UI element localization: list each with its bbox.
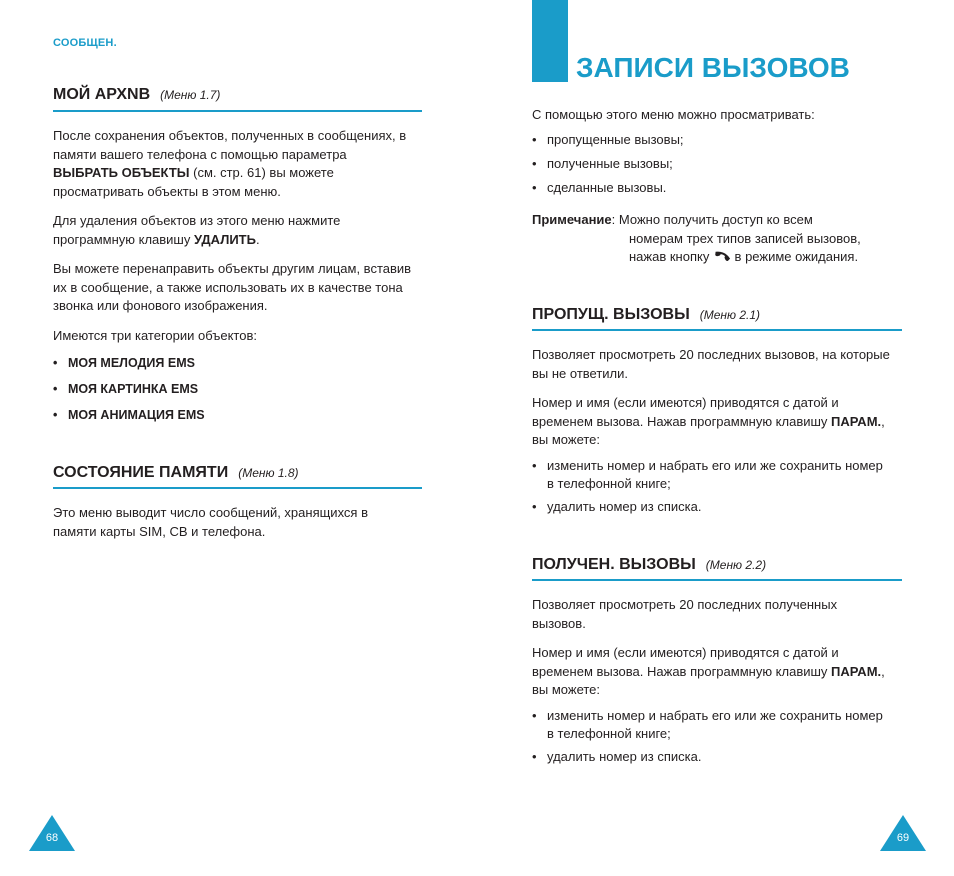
- section-title-received-calls: [532, 556, 766, 574]
- text: (см. стр. 61) вы можете просматривать объекты в этом меню.: [53, 165, 334, 199]
- section-body-memory-status: [53, 504, 413, 541]
- text-bold: ПАРАМ.: [831, 663, 882, 679]
- section-rule: [53, 110, 422, 112]
- page-number-badge-left: [29, 815, 75, 851]
- note-label: Примечание: [532, 212, 612, 227]
- chapter-color-block: [532, 0, 568, 82]
- page-number: 69: [896, 832, 910, 844]
- running-header: СООБЩЕН.: [53, 37, 117, 49]
- text: в режиме ожидания.: [730, 249, 859, 264]
- text: , вы можете:: [532, 413, 885, 447]
- paragraph: Вы можете перенаправить объекты другим лицам, вставив их в сообщение, а также использовать их в качестве тона звонка или фонового изображения.: [53, 261, 412, 313]
- note-line: [532, 248, 912, 269]
- text: Номер и имя (если имеются) приводятся с датой и временем вызова. Нажав программную клавишу: [532, 645, 839, 679]
- paragraph: Позволяет просмотреть 20 последних вызовов, на которые вы не ответили.: [532, 347, 890, 381]
- note-line: номерам трех типов записей вызовов,: [629, 230, 861, 246]
- text: , вы можете:: [532, 663, 885, 697]
- section-body-missed-calls: [532, 346, 892, 516]
- menu-ref: (Меню 1.8): [238, 466, 299, 480]
- note-block: [532, 211, 912, 269]
- section-body-received-calls: [532, 596, 892, 766]
- list-item: • МОЯ МЕЛОДИЯ EMS: [53, 354, 413, 373]
- text: После сохранения объектов, полученных в сообщениях, в памяти вашего телефона с помощью параметра: [53, 128, 407, 162]
- text: нажав кнопку: [629, 249, 713, 264]
- section-rule: [532, 329, 902, 331]
- options-list: [532, 707, 892, 767]
- paragraph: [53, 212, 413, 249]
- text-bold: ПАРАМ.: [831, 413, 882, 429]
- text: : Можно получить доступ ко всем: [611, 212, 813, 227]
- section-body-my-archive: [53, 127, 413, 425]
- paragraph: Это меню выводит число сообщений, хранящихся в памяти карты SIM, CB и телефона.: [53, 505, 368, 539]
- section-title-text: ПОЛУЧЕН. ВЫЗОВЫ: [532, 556, 696, 573]
- object-category-list: [53, 354, 413, 425]
- list-item: • сделанные вызовы.: [532, 179, 902, 198]
- menu-ref: (Меню 2.2): [705, 558, 767, 572]
- page-number: 68: [45, 832, 59, 844]
- page-number-badge-right: [880, 815, 926, 851]
- note-line: [532, 211, 912, 230]
- paragraph: Позволяет просмотреть 20 последних полученных вызовов.: [532, 597, 838, 631]
- section-title-my-archive: [53, 86, 220, 104]
- section-title-text: ПРОПУЩ. ВЫЗОВЫ: [532, 306, 690, 323]
- list-item: • полученные вызовы;: [532, 155, 902, 174]
- call-log-type-list: [532, 131, 902, 198]
- menu-ref: (Меню 1.7): [160, 88, 221, 102]
- section-title-text: МОЙ АРХNВ: [53, 86, 151, 103]
- list-item: • удалить номер из списка.: [532, 498, 892, 517]
- paragraph: [53, 127, 413, 201]
- section-rule: [53, 487, 422, 489]
- list-item: • удалить номер из списка.: [532, 748, 892, 767]
- list-item: • МОЯ АНИМАЦИЯ EMS: [53, 406, 413, 425]
- options-list: [532, 457, 892, 517]
- list-item: • МОЯ КАРТИНКА EMS: [53, 380, 413, 399]
- section-title-memory-status: [53, 464, 299, 482]
- section-rule: [532, 579, 902, 581]
- chapter-title: ЗАПИСИ ВЫЗОВОВ: [576, 52, 850, 83]
- list-item: • изменить номер и набрать его или же сохранить номер в телефонной книге;: [532, 707, 892, 744]
- text: .: [255, 231, 260, 247]
- text-bold: УДАЛИТЬ: [193, 231, 256, 247]
- section-title-text: СОСТОЯНИЕ ПАМЯТИ: [53, 464, 229, 481]
- text: Номер и имя (если имеются) приводятся с датой и временем вызова. Нажав программную клавишу: [532, 395, 839, 429]
- text: Для удаления объектов из этого меню нажмите программную клавишу: [53, 213, 341, 247]
- text-bold: ВЫБРАТЬ ОБЪЕКТЫ: [53, 165, 190, 180]
- section-title-missed-calls: [532, 306, 760, 324]
- paragraph: С помощью этого меню можно просматривать:: [532, 107, 815, 122]
- paragraph: Имеются три категории объектов:: [53, 327, 257, 343]
- paragraph: [532, 394, 892, 450]
- chapter-intro: [532, 106, 902, 197]
- paragraph: [532, 644, 892, 700]
- menu-ref: (Меню 2.1): [699, 308, 761, 322]
- phone-handset-icon: [713, 250, 731, 269]
- list-item: • пропущенные вызовы;: [532, 131, 902, 150]
- list-item: • изменить номер и набрать его или же сохранить номер в телефонной книге;: [532, 457, 892, 494]
